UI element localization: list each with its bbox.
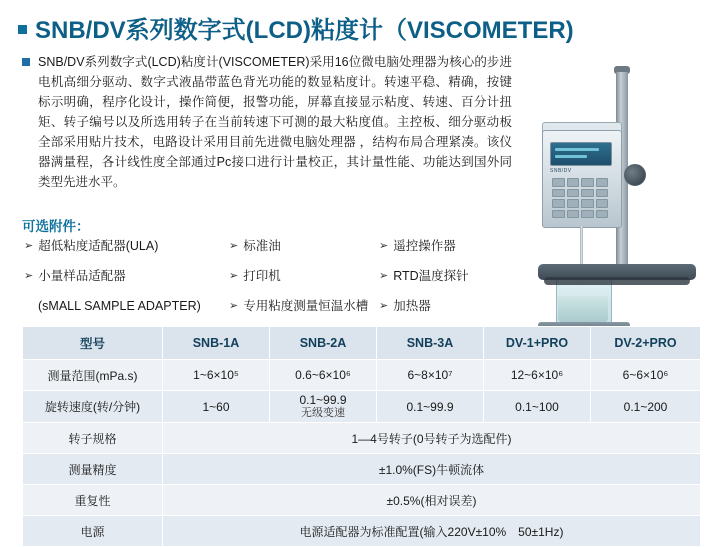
arrow-icon: ➢ — [379, 300, 389, 312]
row-label: 旋转速度(转/分钟) — [23, 391, 163, 423]
lcd-screen — [550, 142, 612, 166]
accessory-label: 遥控操作器 — [393, 239, 456, 253]
row-label: 重复性 — [23, 485, 163, 516]
column-header: 型号 — [23, 327, 163, 360]
arrow-icon: ➢ — [229, 240, 239, 252]
table-cell-note: 无级变速 — [301, 407, 345, 419]
base-shadow — [544, 277, 690, 285]
table-row — [23, 360, 701, 391]
square-bullet-icon — [22, 58, 30, 66]
accessory-label: 打印机 — [243, 269, 281, 283]
keypad-key — [552, 199, 565, 208]
table-cell: ±1.0%(FS)牛顿流体 — [163, 454, 701, 485]
list-item — [24, 268, 229, 284]
accessory-label: 专用粘度测量恒温水槽 — [243, 299, 369, 313]
table-cell: 0.1~200 — [591, 391, 701, 423]
arrow-icon: ➢ — [24, 240, 34, 252]
row-label: 测量范围(mPa.s) — [23, 360, 163, 391]
list-item — [379, 298, 509, 314]
table-row — [23, 454, 701, 485]
keypad-key — [552, 178, 565, 187]
table-cell: 6~8×10⁷ — [377, 360, 484, 391]
list-item — [229, 238, 379, 254]
arrow-icon: ➢ — [229, 270, 239, 282]
lcd-line — [555, 148, 599, 151]
list-item — [379, 268, 509, 284]
table-cell: 电源适配器为标准配置(输入220V±10% 50±1Hz) — [163, 516, 701, 547]
table-cell: 6~6×10⁶ — [591, 360, 701, 391]
table-cell — [377, 391, 484, 423]
row-label: 电源 — [23, 516, 163, 547]
arrow-icon: ➢ — [379, 240, 389, 252]
intro-paragraph: SNB/DV系列数字式(LCD)粘度计(VISCOMETER)采用16位微电脑处理器为核心的步进电机高细分驱动、数字式液晶带蓝色背光功能的数显粘度计。转速平稳、精确，按键标示明确，程序化设计，操作简便，报警功能，屏幕直接显示粘度、转速、百分计扭矩、转子编号以及所选用转子在当前转速下可测的最大粘度值。主控板、细分驱动板全部采用贴片技术，电路设计采用目前先进微电脑处理器 ，结构布局合理紧凑。该仪器满量程，各计线性度全部通过Pc接口进行计量校正，其计量性能、功能达到国外同类型先进水平。 — [38, 55, 512, 189]
table-cell: 1—4号转子(0号转子为选配件) — [163, 423, 701, 454]
keypad-key — [581, 199, 594, 208]
column-header: SNB-3A — [377, 327, 484, 360]
keypad-key — [567, 178, 580, 187]
accessories-list — [24, 238, 504, 314]
column-header: DV-2+PRO — [591, 327, 701, 360]
accessory-label: 超低粘度适配器(ULA) — [38, 239, 159, 253]
device-brand-label: SNB/DV — [550, 168, 572, 174]
speed-knob-icon — [624, 164, 646, 186]
list-item — [24, 238, 229, 254]
keypad-key — [567, 210, 580, 219]
table-cell: 0.6~6×10⁶ — [270, 360, 377, 391]
sample-liquid — [558, 296, 608, 322]
keypad-key — [581, 189, 594, 198]
page-title — [18, 10, 708, 45]
table-cell: 1~60 — [163, 391, 270, 423]
table-row — [23, 516, 701, 547]
accessories-heading: 可选附件： — [22, 219, 90, 234]
table-cell: 0.1~100 — [484, 391, 591, 423]
column-header: SNB-1A — [163, 327, 270, 360]
table-row — [23, 423, 701, 454]
keypad-key — [581, 178, 594, 187]
table-cell: 1~6×10⁵ — [163, 360, 270, 391]
specification-table — [22, 326, 700, 547]
table-cell-value: 0.1~99.9 — [299, 393, 347, 407]
keypad-key — [567, 189, 580, 198]
keypad-key — [567, 199, 580, 208]
accessory-note: (sMALL SAMPLE ADAPTER) — [38, 299, 201, 313]
keypad-key — [552, 210, 565, 219]
table-cell: ±0.5%(相对误差) — [163, 485, 701, 516]
column-header: SNB-2A — [270, 327, 377, 360]
accessory-label: RTD温度探针 — [393, 269, 469, 283]
table-cell-value: 0.1~99.9 — [406, 399, 454, 414]
arrow-icon: ➢ — [24, 270, 34, 282]
table-header-row — [23, 327, 701, 360]
list-item — [379, 238, 509, 254]
table-cell — [270, 391, 377, 423]
title-text: SNB/DV系列数字式(LCD)粘度计（VISCOMETER) — [35, 17, 574, 44]
keypad-key — [581, 210, 594, 219]
arrow-icon: ➢ — [379, 270, 389, 282]
lcd-line — [555, 155, 587, 158]
keypad-key — [596, 189, 609, 198]
list-item — [229, 268, 379, 284]
list-item — [229, 298, 379, 314]
table-row — [23, 485, 701, 516]
keypad-key — [596, 199, 609, 208]
arrow-icon: ➢ — [229, 300, 239, 312]
table-row — [23, 391, 701, 423]
accessory-label: 加热器 — [393, 299, 431, 313]
intro-block — [22, 52, 512, 192]
accessory-label: 小量样品适配器 — [38, 269, 126, 283]
accessory-label: 标准油 — [243, 239, 281, 253]
table-cell: 12~6×10⁶ — [484, 360, 591, 391]
column-header: DV-1+PRO — [484, 327, 591, 360]
keypad-key — [552, 189, 565, 198]
keypad — [552, 178, 608, 218]
title-bullet-icon — [18, 25, 27, 34]
viscometer-product-image — [520, 58, 712, 298]
row-label: 转子规格 — [23, 423, 163, 454]
keypad-key — [596, 178, 609, 187]
keypad-key — [596, 210, 609, 219]
row-label: 测量精度 — [23, 454, 163, 485]
